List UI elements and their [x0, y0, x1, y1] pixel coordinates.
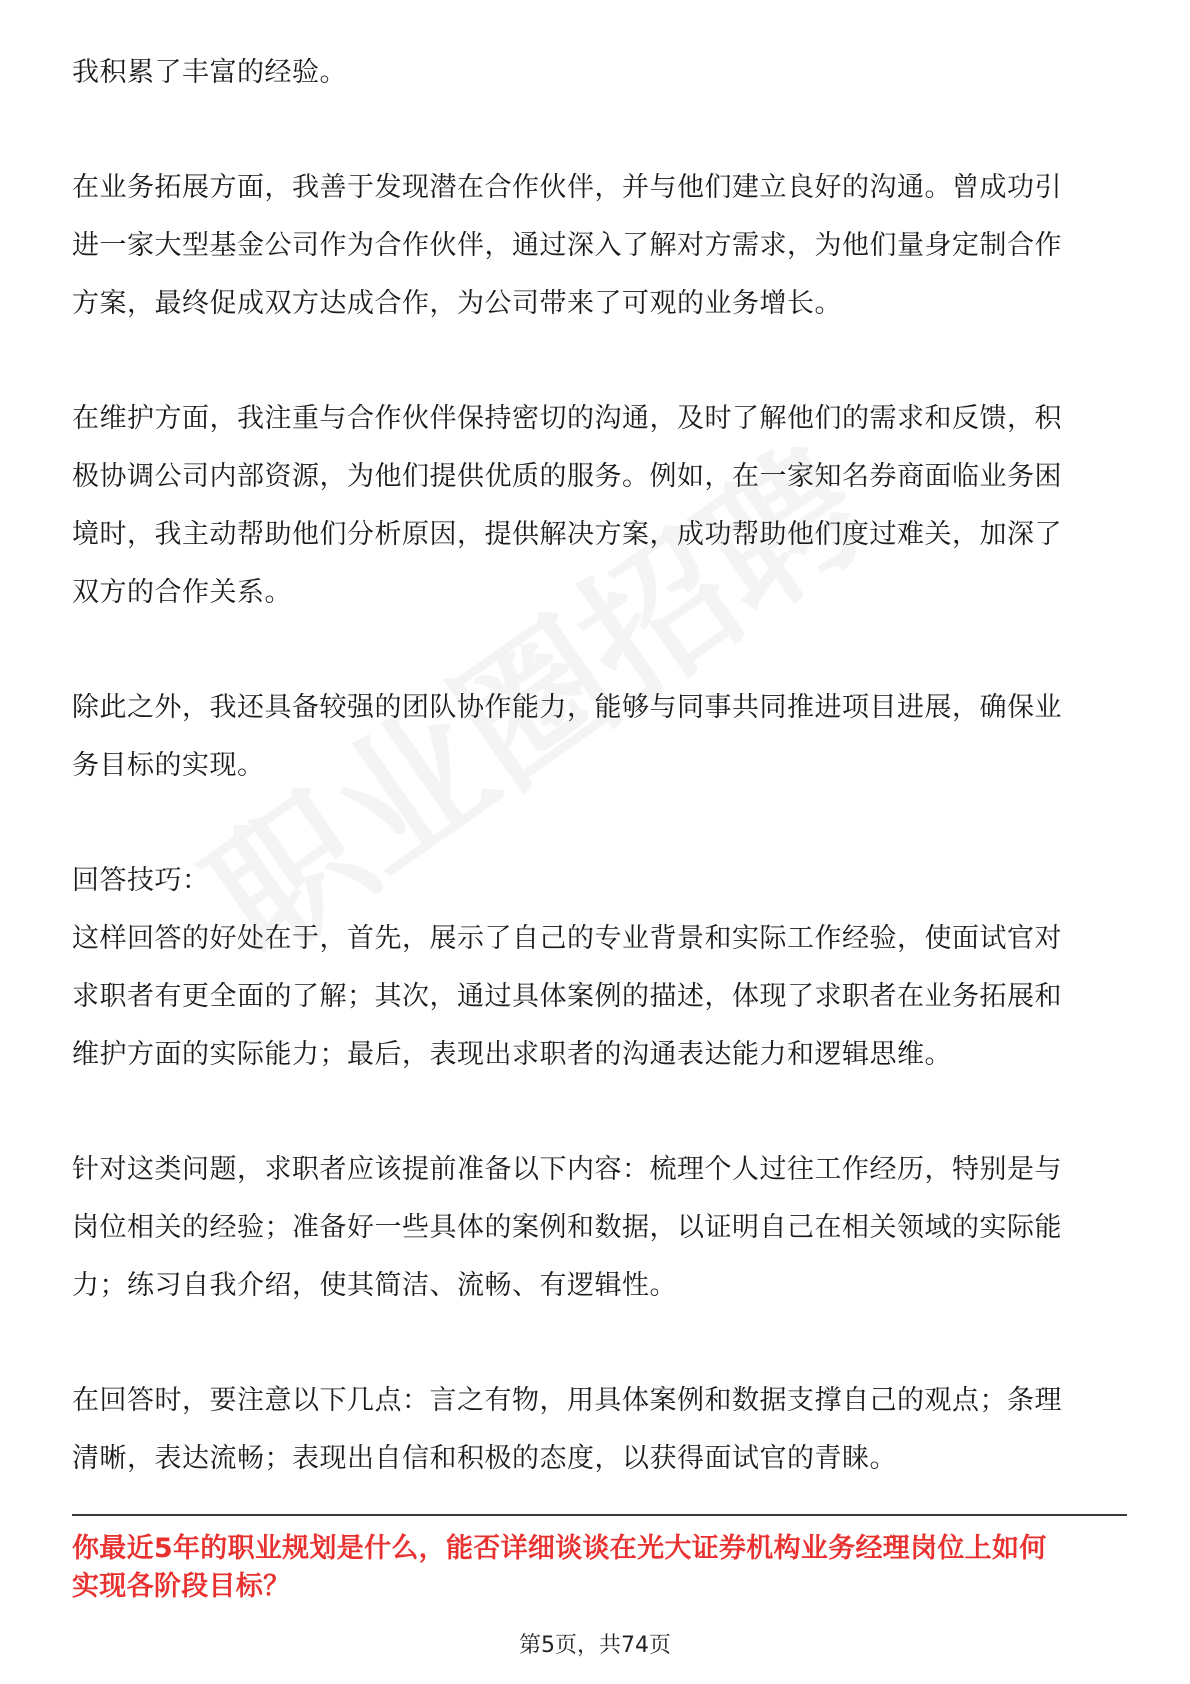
text-line: 双方的合作关系。 — [72, 577, 292, 608]
paragraph-2 — [72, 159, 1118, 333]
paragraph-gap — [72, 333, 1118, 390]
text-line: 在维护方面，我注重与合作伙伴保持密切的沟通，及时了解他们的需求和反馈，积 — [72, 403, 1062, 434]
text-line: 极协调公司内部资源，为他们提供优质的服务。例如，在一家知名券商面临业务困 — [72, 461, 1062, 492]
text-line: 境时，我主动帮助他们分析原因，提供解决方案，成功帮助他们度过难关，加深了 — [72, 519, 1062, 550]
text-line: 在业务拓展方面，我善于发现潜在合作伙伴，并与他们建立良好的沟通。曾成功引 — [72, 172, 1062, 203]
paragraph-gap — [72, 1084, 1118, 1141]
text-line: 针对这类问题，求职者应该提前准备以下内容：梳理个人过往工作经历，特别是与 — [72, 1154, 1062, 1185]
text-line: 力；练习自我介绍，使其简洁、流畅、有逻辑性。 — [72, 1270, 677, 1301]
question-line: 你最近5年的职业规划是什么，能否详细谈谈在光大证券机构业务经理岗位上如何 — [72, 1533, 1047, 1564]
paragraph-3 — [72, 390, 1118, 622]
text-line: 在回答时，要注意以下几点：言之有物，用具体案例和数据支撑自己的观点；条理 — [72, 1385, 1062, 1416]
paragraph-gap — [72, 102, 1118, 159]
text-line: 清晰，表达流畅；表现出自信和积极的态度，以获得面试官的青睐。 — [72, 1443, 897, 1474]
text-line: 方案，最终促成双方达成合作，为公司带来了可观的业务增长。 — [72, 288, 842, 319]
paragraph-gap — [72, 622, 1118, 679]
paragraph-6 — [72, 1141, 1118, 1315]
text-line: 维护方面的实际能力；最后，表现出求职者的沟通表达能力和逻辑思维。 — [72, 1039, 952, 1070]
tips-heading: 回答技巧： — [72, 865, 210, 896]
paragraph-gap — [72, 795, 1118, 852]
paragraph-4 — [72, 679, 1118, 795]
section-divider — [72, 1514, 1127, 1516]
next-question-heading — [72, 1530, 1122, 1606]
paragraph-7 — [72, 1372, 1118, 1488]
paragraph-1 — [72, 44, 1118, 102]
text-line: 岗位相关的经验；准备好一些具体的案例和数据，以证明自己在相关领域的实际能 — [72, 1212, 1062, 1243]
answer-body — [72, 44, 1118, 1488]
text-line: 这样回答的好处在于，首先，展示了自己的专业背景和实际工作经验，使面试官对 — [72, 923, 1062, 954]
paragraph-5-answer-tips — [72, 852, 1118, 1084]
page-number: 第5页，共74页 — [519, 1633, 671, 1658]
text-line: 进一家大型基金公司作为合作伙伴，通过深入了解对方需求，为他们量身定制合作 — [72, 230, 1062, 261]
text-line: 我积累了丰富的经验。 — [72, 57, 347, 88]
paragraph-gap — [72, 1315, 1118, 1372]
text-line: 求职者有更全面的了解；其次，通过具体案例的描述，体现了求职者在业务拓展和 — [72, 981, 1062, 1012]
text-line: 务目标的实现。 — [72, 750, 265, 781]
text-line: 除此之外，我还具备较强的团队协作能力，能够与同事共同推进项目进展，确保业 — [72, 692, 1062, 723]
question-line: 实现各阶段目标？ — [72, 1571, 291, 1602]
